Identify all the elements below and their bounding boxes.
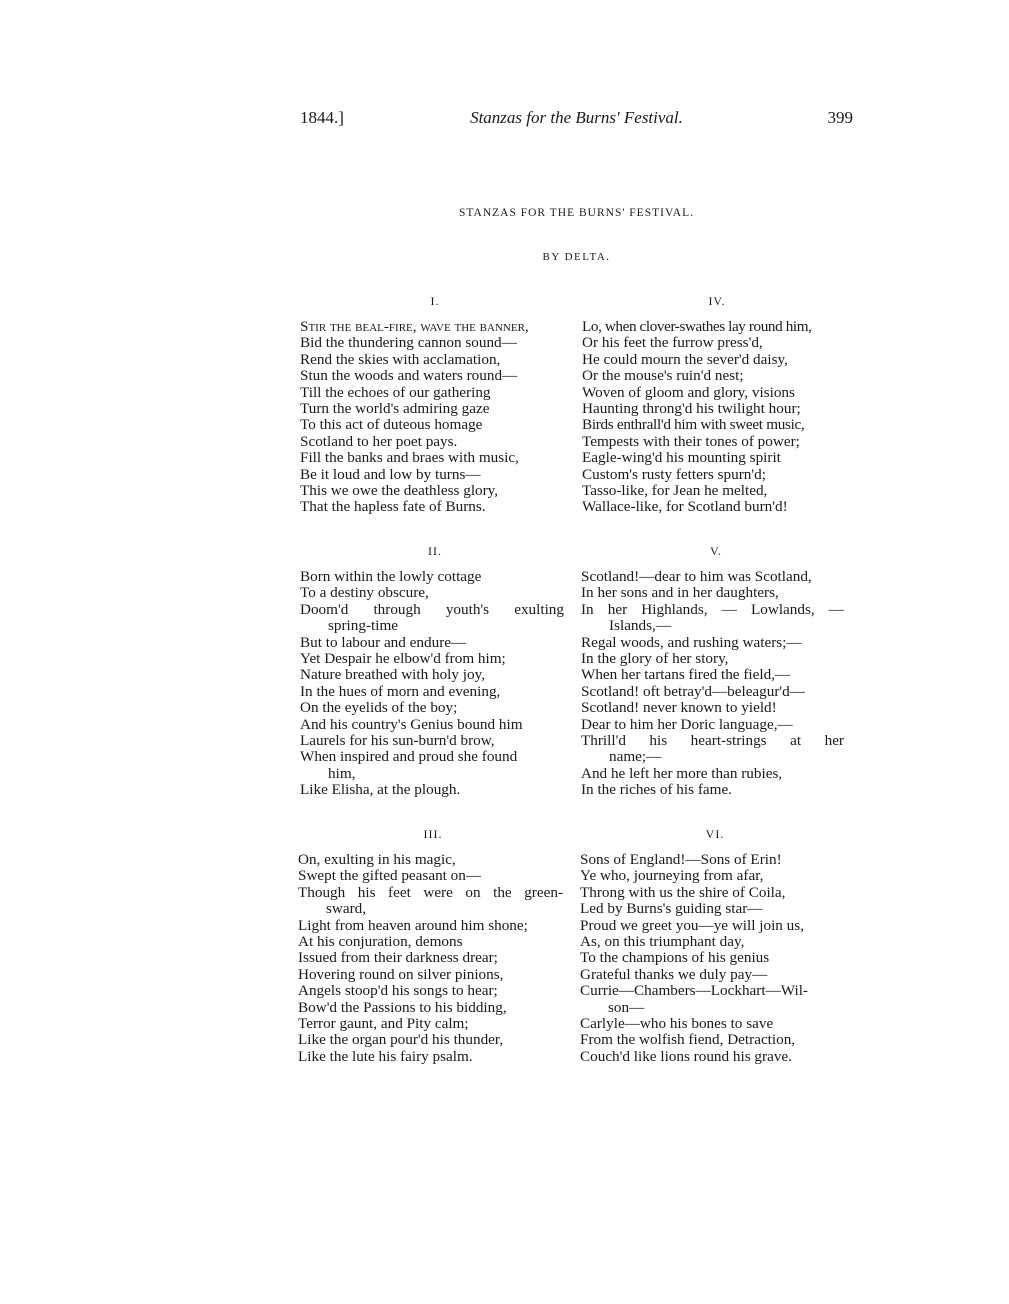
verse-line: Birds enthrall'd him with sweet music,: [582, 416, 805, 434]
verse-line: Scotland! oft betray'd—beleagur'd—: [581, 682, 805, 700]
verse-line: Angels stoop'd his songs to hear;: [298, 982, 498, 1000]
verse-line: Turn the world's admiring gaze: [300, 400, 490, 418]
verse-line: Issued from their darkness drear;: [298, 949, 498, 967]
verse-line: Scotland!—dear to him was Scotland,: [581, 568, 812, 585]
verse-line: In the glory of her story,: [581, 650, 729, 668]
verse-line-continuation: Islands,—: [609, 617, 672, 635]
verse-line: Bow'd the Passions to his bidding,: [298, 998, 507, 1016]
running-head-year: 1844.]: [300, 108, 344, 127]
verse-line: At his conjuration, demons: [298, 933, 463, 951]
page-number: 399: [827, 108, 853, 127]
verse-line: Scotland to her poet pays.: [300, 432, 458, 450]
verse-line: Dear to him her Doric language,—: [581, 715, 793, 733]
verse-line: Couch'd like lions round his grave.: [580, 1047, 792, 1065]
verse-line: On, exulting in his magic,: [298, 851, 456, 868]
verse-line: Regal woods, and rushing waters;—: [581, 633, 802, 651]
verse-line: Eagle-wing'd his mounting spirit: [582, 449, 781, 467]
verse-line: As, on this triumphant day,: [580, 933, 745, 951]
verse-line: Ye who, journeying from afar,: [580, 867, 764, 885]
verse-line: Proud we greet you—ye will join us,: [580, 916, 804, 934]
verse-line: Like the organ pour'd his thunder,: [298, 1031, 504, 1049]
verse-line-text: Stir the beal-fire, wave the banner,: [300, 318, 529, 335]
verse-line: Tempests with their tones of power;: [582, 432, 800, 450]
verse-line-continuation: him,: [328, 764, 356, 782]
verse-line: When inspired and proud she found: [300, 748, 518, 766]
stanza-numeral: IV.: [708, 294, 726, 308]
verse-line: Like Elisha, at the plough.: [300, 781, 461, 799]
stanza-numeral: V.: [709, 544, 723, 558]
running-head: [300, 108, 853, 132]
verse-line: Nature breathed with holy joy,: [300, 666, 486, 684]
verse-line: Till the echoes of our gathering: [300, 383, 491, 401]
verse-line: Wallace-like, for Scotland burn'd!: [582, 498, 788, 516]
verse-line: But to labour and endure—: [300, 633, 467, 651]
verse-line: Lo, when clover-swathes lay round him,: [582, 318, 812, 335]
verse-line-continuation: name;—: [609, 748, 662, 766]
verse-line-continuation: spring-time: [328, 617, 399, 635]
verse-line: Tasso-like, for Jean he melted,: [582, 482, 768, 500]
verse-line: Be it loud and low by turns—: [300, 465, 481, 483]
verse-line-continuation: son—: [608, 998, 645, 1016]
verse-line: Swept the gifted peasant on—: [298, 867, 482, 885]
stanza-2: [300, 543, 570, 799]
verse-line: Or the mouse's ruin'd nest;: [582, 367, 744, 385]
stanza-6: [580, 826, 850, 1065]
verse-line: To the champions of his genius: [580, 949, 770, 967]
verse-line: Haunting throng'd his twilight hour;: [582, 400, 801, 418]
verse-line: Laurels for his sun-burn'd brow,: [300, 732, 495, 750]
verse-line: On the eyelids of the boy;: [300, 699, 458, 717]
verse-line: And his country's Genius bound him: [300, 715, 523, 733]
verse-line: This we owe the deathless glory,: [300, 482, 499, 500]
verse-line: Terror gaunt, and Pity calm;: [298, 1015, 469, 1033]
verse-line: In the riches of his fame.: [581, 781, 732, 799]
verse-line: Like the lute his fairy psalm.: [298, 1047, 473, 1065]
verse-line: That the hapless fate of Burns.: [300, 498, 486, 516]
verse-line: Sons of England!—Sons of Erin!: [580, 851, 782, 868]
byline: BY DELTA.: [542, 251, 611, 263]
verse-line: To this act of duteous homage: [300, 416, 483, 434]
verse-line-continuation: sward,: [326, 900, 367, 918]
stanza-numeral: II.: [428, 544, 442, 558]
verse-line: Currie—Chambers—Lockhart—Wil-: [580, 982, 808, 1000]
stanza-5: [581, 543, 851, 799]
verse-line: Though his feet were on the green-: [298, 883, 563, 901]
verse-line: Thrill'd his heart-strings at her: [581, 732, 844, 750]
verse-line: Doom'd through youth's exulting: [300, 600, 564, 618]
verse-line: To a destiny obscure,: [300, 584, 429, 602]
stanza-3: [298, 826, 568, 1065]
verse-line: In her sons and in her daughters,: [581, 584, 779, 602]
verse-line: And he left her more than rubies,: [581, 764, 783, 782]
verse-line: Throng with us the shire of Coila,: [580, 883, 786, 901]
verse-line: Bid the thundering cannon sound—: [300, 334, 517, 352]
verse-line: Woven of gloom and glory, visions: [582, 383, 795, 401]
verse-line: Carlyle—who his bones to save: [580, 1015, 774, 1033]
stanza-numeral: VI.: [705, 827, 725, 841]
verse-line: Light from heaven around him shone;: [298, 916, 528, 934]
verse-line: Custom's rusty fetters spurn'd;: [582, 465, 766, 483]
verse-line: Born within the lowly cottage: [300, 568, 482, 585]
verse-line: Grateful thanks we duly pay—: [580, 965, 768, 983]
verse-line: Scotland! never known to yield!: [581, 699, 777, 717]
verse-line: When her tartans fired the field,—: [581, 666, 791, 684]
article-title: STANZAS FOR THE BURNS' FESTIVAL.: [459, 207, 694, 219]
verse-line: Or his feet the furrow press'd,: [582, 334, 763, 352]
verse-line: Fill the banks and braes with music,: [300, 449, 519, 467]
verse-line: He could mourn the sever'd daisy,: [582, 350, 788, 368]
verse-line: Rend the skies with acclamation,: [300, 350, 501, 368]
verse-line: Stun the woods and waters round—: [300, 367, 518, 385]
running-head-title: Stanzas for the Burns' Festival.: [470, 108, 683, 127]
verse-line: In the hues of morn and evening,: [300, 682, 501, 700]
verse-line: From the wolfish fiend, Detraction,: [580, 1031, 796, 1049]
verse-line: Hovering round on silver pinions,: [298, 965, 504, 983]
verse-line: In her Highlands, — Lowlands, —: [581, 600, 844, 618]
verse-line: [300, 319, 570, 335]
stanza-numeral: III.: [423, 827, 443, 841]
stanza-numeral: I.: [430, 294, 440, 308]
verse-line: Led by Burns's guiding star—: [580, 900, 763, 918]
stanza-1: [300, 293, 570, 516]
verse-line: Yet Despair he elbow'd from him;: [300, 650, 506, 668]
stanza-4: [582, 293, 852, 516]
